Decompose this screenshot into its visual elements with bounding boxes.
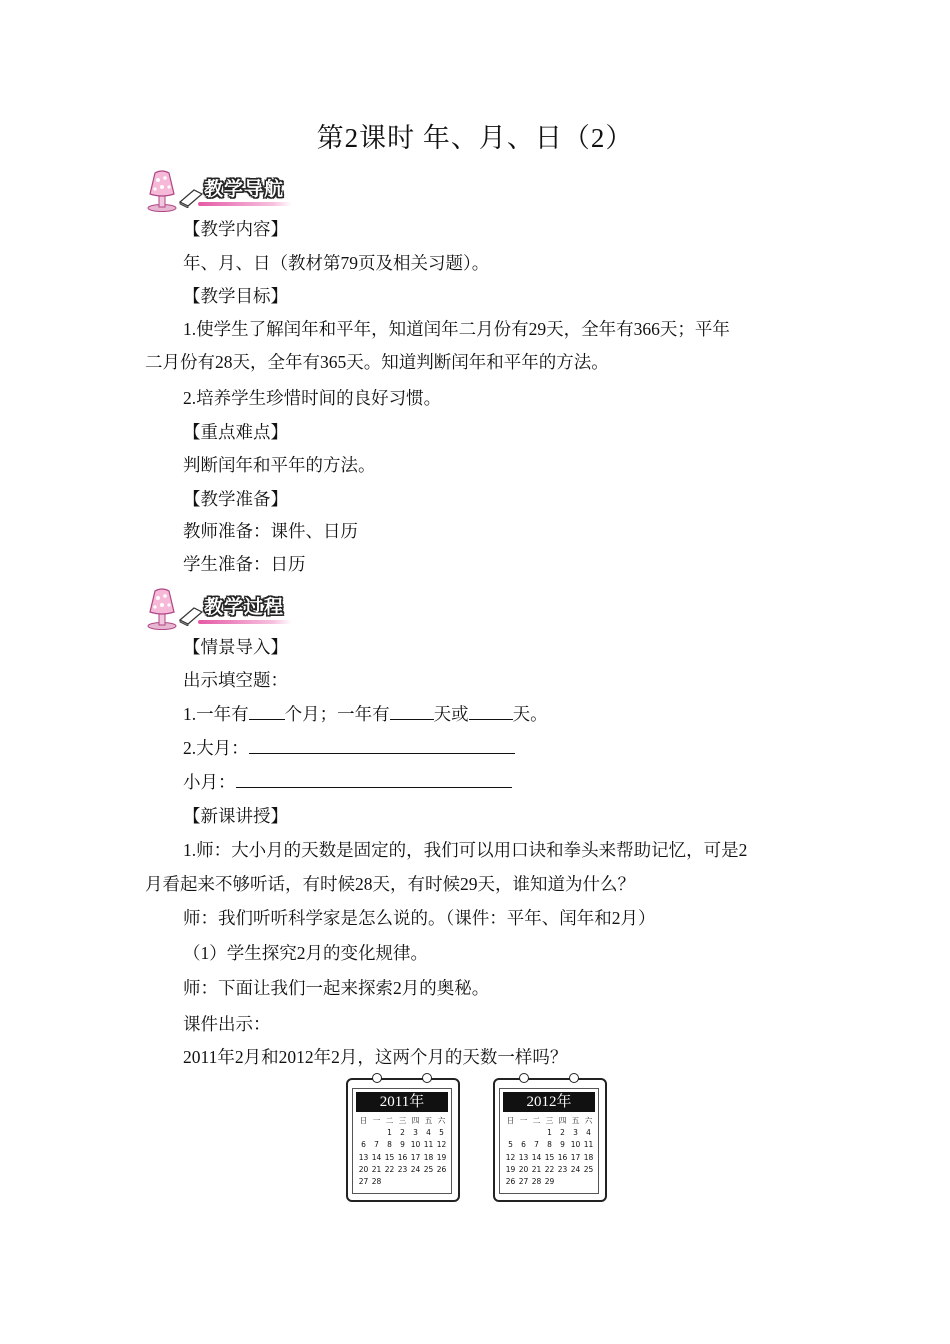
paragraph: 年、月、日（教材第79页及相关习题）。 [183,253,490,273]
calendar-day: 18 [583,1152,594,1162]
paragraph: 月看起来不够听话，有时候28天，有时候29天，谁知道为什么？ [145,874,635,894]
calendar-day: 19 [505,1164,516,1174]
answer-blank[interactable] [390,701,434,720]
calendar-day: 15 [544,1152,555,1162]
calendar-day [569,1176,582,1188]
calendar-day: 15 [384,1152,395,1162]
calendar-day: 12 [436,1140,447,1150]
calendar-day: 14 [371,1152,382,1162]
calendar-day [435,1176,448,1188]
calendar-week [357,1152,448,1164]
weekday-label: 六 [437,1116,446,1125]
calendar-week [504,1152,595,1164]
calendar-day [504,1127,517,1139]
paragraph: 2011年2月和2012年2月，这两个月的天数一样吗？ [183,1047,568,1067]
heading-key: 【重点难点】 [183,422,288,442]
page-title: 第2课时 年、月、日（2） [316,123,634,153]
paragraph: 师：下面让我们一起来探索2月的奥秘。 [183,978,490,998]
calendar-day: 13 [358,1152,369,1162]
paragraph: 2.培养学生珍惜时间的良好习惯。 [183,388,442,408]
calendar-day: 4 [586,1128,591,1138]
calendar-week [504,1164,595,1176]
calendar-week [504,1127,595,1139]
calendar-week [357,1176,448,1188]
question-text: 天。 [512,704,548,724]
calendar-day [357,1127,370,1139]
calendar-week [357,1139,448,1151]
answer-blank[interactable] [469,701,513,720]
weekday-label: 日 [359,1116,368,1125]
calendar-year: 2012年 [503,1092,595,1112]
weekday-label: 五 [571,1116,580,1125]
calendar-day: 10 [410,1140,421,1150]
calendar-day: 27 [358,1177,369,1187]
calendar-day: 8 [547,1140,552,1150]
calendar-day: 21 [371,1164,382,1174]
calendar-sheet [352,1088,452,1194]
calendar-2011 [346,1078,460,1202]
calendar-day: 10 [570,1140,581,1150]
calendar-day: 1 [387,1128,392,1138]
paragraph: 学生准备：日历 [183,554,306,574]
calendar-day: 16 [397,1152,408,1162]
ring-icon [422,1073,432,1083]
heading-intro: 【情景导入】 [183,637,288,657]
fill-blank-question-3 [183,769,512,794]
banner-label: 教学导航 [204,178,285,200]
calendar-day: 23 [557,1164,568,1174]
banner-underline [198,620,292,624]
banner-underline [198,202,292,206]
calendar-day: 25 [423,1164,434,1174]
calendar-day: 7 [374,1140,379,1150]
weekday-label: 五 [424,1116,433,1125]
ring-icon [569,1073,579,1083]
calendar-day: 29 [544,1177,555,1187]
weekday-header [504,1115,595,1127]
calendar-day: 1 [547,1128,552,1138]
weekday-label: 日 [506,1116,515,1125]
calendar-day: 24 [570,1164,581,1174]
section-banner-process [142,586,292,630]
weekday-header [357,1115,448,1127]
question-text: 1.一年有 [183,704,249,724]
calendar-day [383,1176,396,1188]
paragraph: 1.使学生了解闰年和平年，知道闰年二月份有29天，全年有366天；平年 [183,319,730,339]
question-text: 个月；一年有 [284,704,390,724]
calendar-day: 9 [400,1140,405,1150]
heading-goal: 【教学目标】 [183,286,288,306]
calendar-day: 13 [518,1152,529,1162]
calendar-day: 17 [410,1152,421,1162]
weekday-label: 三 [398,1116,407,1125]
paragraph: 判断闰年和平年的方法。 [183,455,376,475]
calendar-day: 11 [423,1140,434,1150]
heading-content: 【教学内容】 [183,219,288,239]
weekday-label: 四 [411,1116,420,1125]
banner-label: 教学过程 [204,596,285,618]
calendar-day: 22 [384,1164,395,1174]
calendar-day: 27 [518,1177,529,1187]
heading-new: 【新课讲授】 [183,806,288,826]
calendar-year: 2011年 [356,1092,448,1112]
calendar-sheet [499,1088,599,1194]
calendar-week [357,1127,448,1139]
calendar-day: 19 [436,1152,447,1162]
calendar-day: 8 [387,1140,392,1150]
calendar-day [422,1176,435,1188]
calendar-day: 20 [358,1164,369,1174]
weekday-label: 四 [558,1116,567,1125]
weekday-label: 一 [519,1116,528,1125]
calendar-day: 11 [583,1140,594,1150]
calendar-day: 21 [531,1164,542,1174]
calendar-day: 2 [560,1128,565,1138]
question-text: 小月： [183,772,236,792]
calendar-day: 5 [508,1140,513,1150]
weekday-label: 二 [532,1116,541,1125]
weekday-label: 二 [385,1116,394,1125]
calendar-day: 28 [531,1177,542,1187]
calendar-day: 5 [439,1128,444,1138]
question-text: 天或 [433,704,469,724]
calendar-day [556,1176,569,1188]
answer-blank[interactable] [249,735,515,754]
weekday-label: 三 [545,1116,554,1125]
paragraph: 课件出示： [183,1014,271,1034]
ring-icon [519,1073,529,1083]
calendar-day [582,1176,595,1188]
paragraph: 出示填空题： [183,670,288,690]
paragraph: 师：我们听听科学家是怎么说的。（课件：平年、闰年和2月） [183,908,656,928]
calendar-day: 20 [518,1164,529,1174]
calendar-day: 9 [560,1140,565,1150]
calendar-day: 14 [531,1152,542,1162]
calendar-day [517,1127,530,1139]
calendar-week [504,1139,595,1151]
calendar-2012 [493,1078,607,1202]
weekday-label: 六 [584,1116,593,1125]
calendar-day: 12 [505,1152,516,1162]
fill-blank-question-1 [183,701,548,726]
section-banner-guide [142,168,292,212]
calendar-day: 26 [505,1177,516,1187]
calendar-day [396,1176,409,1188]
calendar-day: 23 [397,1164,408,1174]
calendar-grid [357,1115,448,1188]
paragraph: （1）学生探究2月的变化规律。 [183,943,428,963]
calendar-day: 3 [573,1128,578,1138]
calendar-day [530,1127,543,1139]
calendar-day: 28 [371,1177,382,1187]
calendar-day: 4 [426,1128,431,1138]
fill-blank-question-2 [183,735,515,760]
paragraph: 教师准备：课件、日历 [183,521,358,541]
calendar-grid [504,1115,595,1188]
answer-blank[interactable] [236,769,512,788]
calendar-day [409,1176,422,1188]
ring-icon [372,1073,382,1083]
paragraph: 二月份有28天，全年有365天。知道判断闰年和平年的方法。 [145,352,609,372]
calendar-week [357,1164,448,1176]
heading-prep: 【教学准备】 [183,489,288,509]
calendar-day: 7 [534,1140,539,1150]
calendar-day: 25 [583,1164,594,1174]
weekday-label: 一 [372,1116,381,1125]
calendar-week [504,1176,595,1188]
calendar-day: 16 [557,1152,568,1162]
calendar-day: 18 [423,1152,434,1162]
paragraph: 1.师：大小月的天数是固定的，我们可以用口诀和拳头来帮助记忆，可是2 [183,840,748,860]
answer-blank[interactable] [249,701,285,720]
calendar-day: 22 [544,1164,555,1174]
calendar-day: 17 [570,1152,581,1162]
calendar-day: 6 [521,1140,526,1150]
calendar-day: 24 [410,1164,421,1174]
calendar-day: 3 [413,1128,418,1138]
calendar-day: 6 [361,1140,366,1150]
question-text: 2.大月： [183,738,249,758]
calendar-day: 2 [400,1128,405,1138]
calendar-day: 26 [436,1164,447,1174]
calendar-day [370,1127,383,1139]
